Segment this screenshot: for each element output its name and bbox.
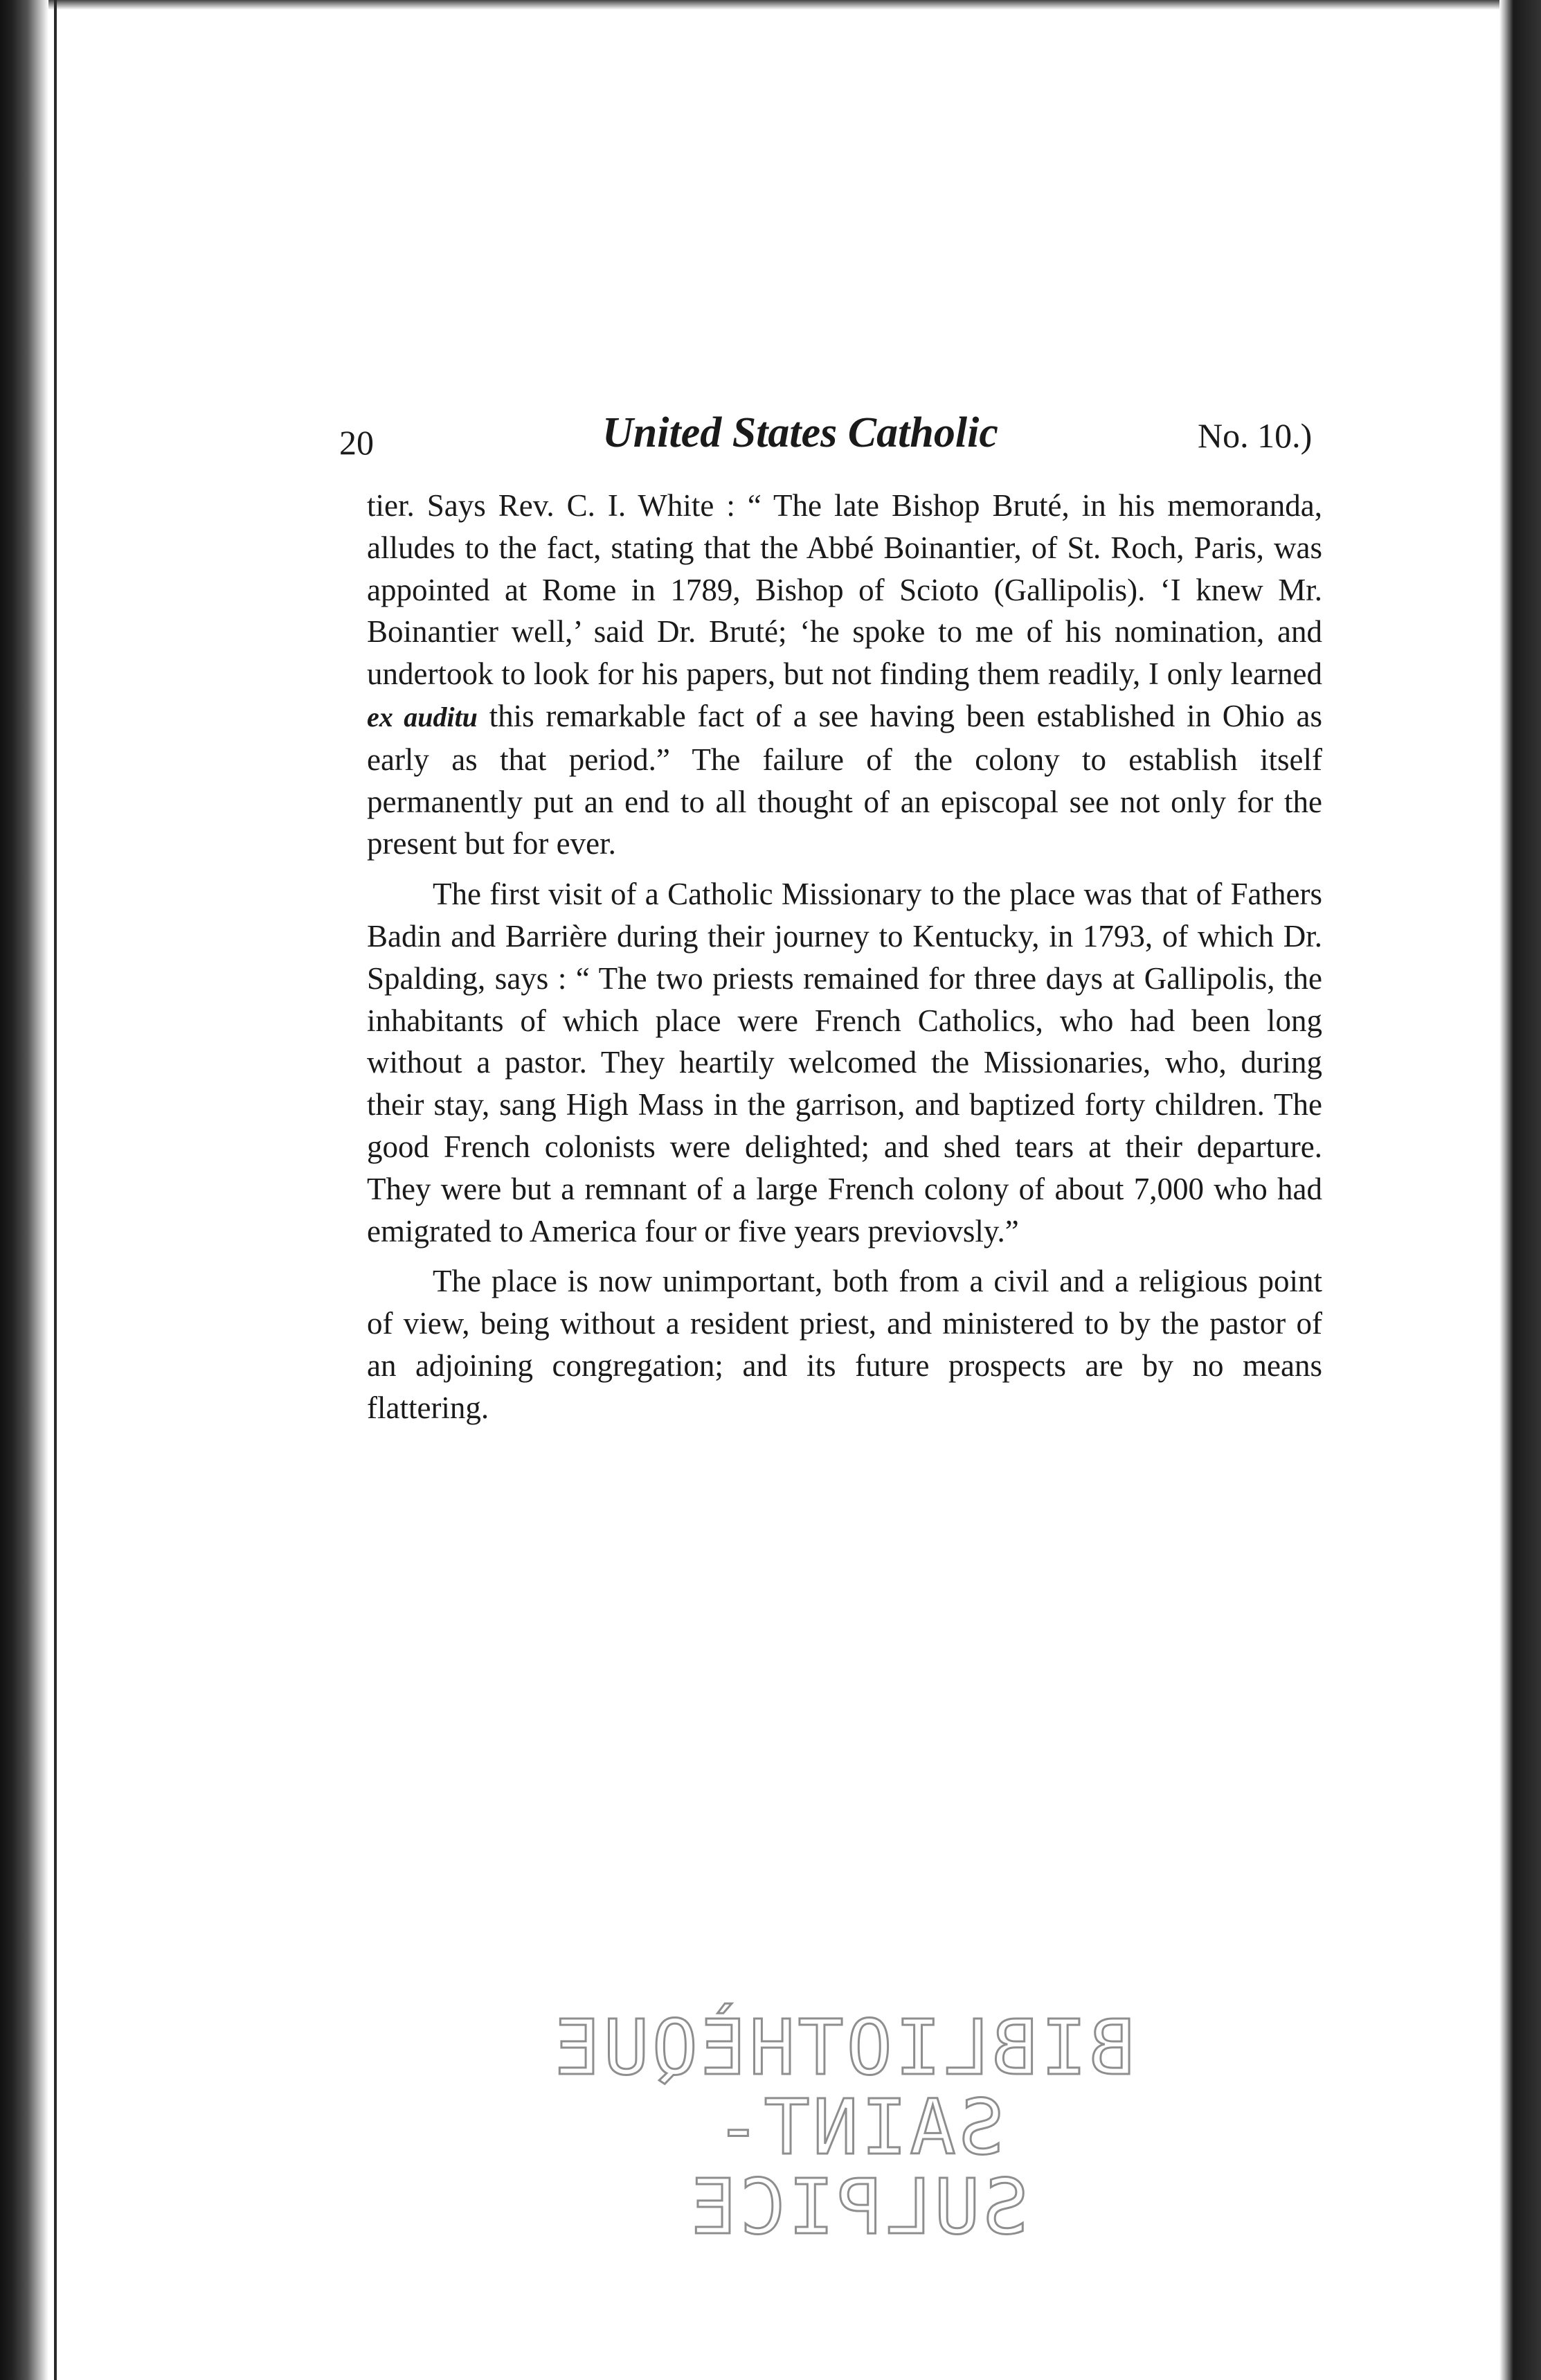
paragraph-1 [367, 485, 1322, 865]
latin-phrase: ex auditu [367, 701, 478, 733]
paragraph-3: The place is now unimportant, both from a civil and a religious point of view, being without a resident priest, and ministered to by the pastor of an adjoining congregation; and its future prospects are by no means flattering. [367, 1264, 1322, 1425]
running-title: United States Catholic [602, 409, 998, 456]
scan-right-edge [1499, 0, 1541, 2380]
scan-binding-edge [0, 0, 48, 2380]
issue-number: No. 10.) [1198, 416, 1313, 455]
paragraph-1-text-after: this remarkable fact of a see having been established in Ohio as early as that period.” The failure of the colony to establish itself permanently put an end to all thought of an episcopal see not only for the present but for ever. [367, 698, 1323, 861]
library-perforation-stamp [552, 2003, 1135, 2251]
page-header [339, 409, 1322, 471]
page-number: 20 [339, 423, 374, 462]
stamp-line-1: BIBLIOTHÈQUE [552, 2003, 1135, 2092]
body-text [367, 485, 1322, 1429]
page-gutter-line [54, 0, 57, 2380]
stamp-line-2: SAINT-SULPICE [688, 2083, 1029, 2251]
paragraph-2: The first visit of a Catholic Missionary to the place was that of Fathers Badin and Barrière during their journey to Kentucky, in 1793, of which Dr. Spalding, says : “ The two priests remained for three days at Gallipolis, the inhabitants of which place were French Catholics, who had been long without a pastor. They heartily welcomed the Missionaries, who, during their stay, sang High Mass in the garrison, and baptized forty children. The good French colonists were delighted; and shed tears at their departure. They were but a remnant of a large French colony of about 7,000 who had emigrated to America four or five years previovsly.” [367, 877, 1322, 1249]
scan-top-edge [0, 0, 1541, 10]
paragraph-1-text-before: tier. Says Rev. C. I. White : “ The late Bishop Bruté, in his memoranda, alludes to the fact, stating that the Abbé Boinantier, of St. Roch, Paris, was appointed at Rome in 1789, Bishop of Scioto (Gallipolis). ‘I knew Mr. Boinantier well,’ said Dr. Bruté; ‘he spoke to me of his nomination, and undertook to look for his papers, but not finding them readily, I only learned [367, 488, 1322, 692]
